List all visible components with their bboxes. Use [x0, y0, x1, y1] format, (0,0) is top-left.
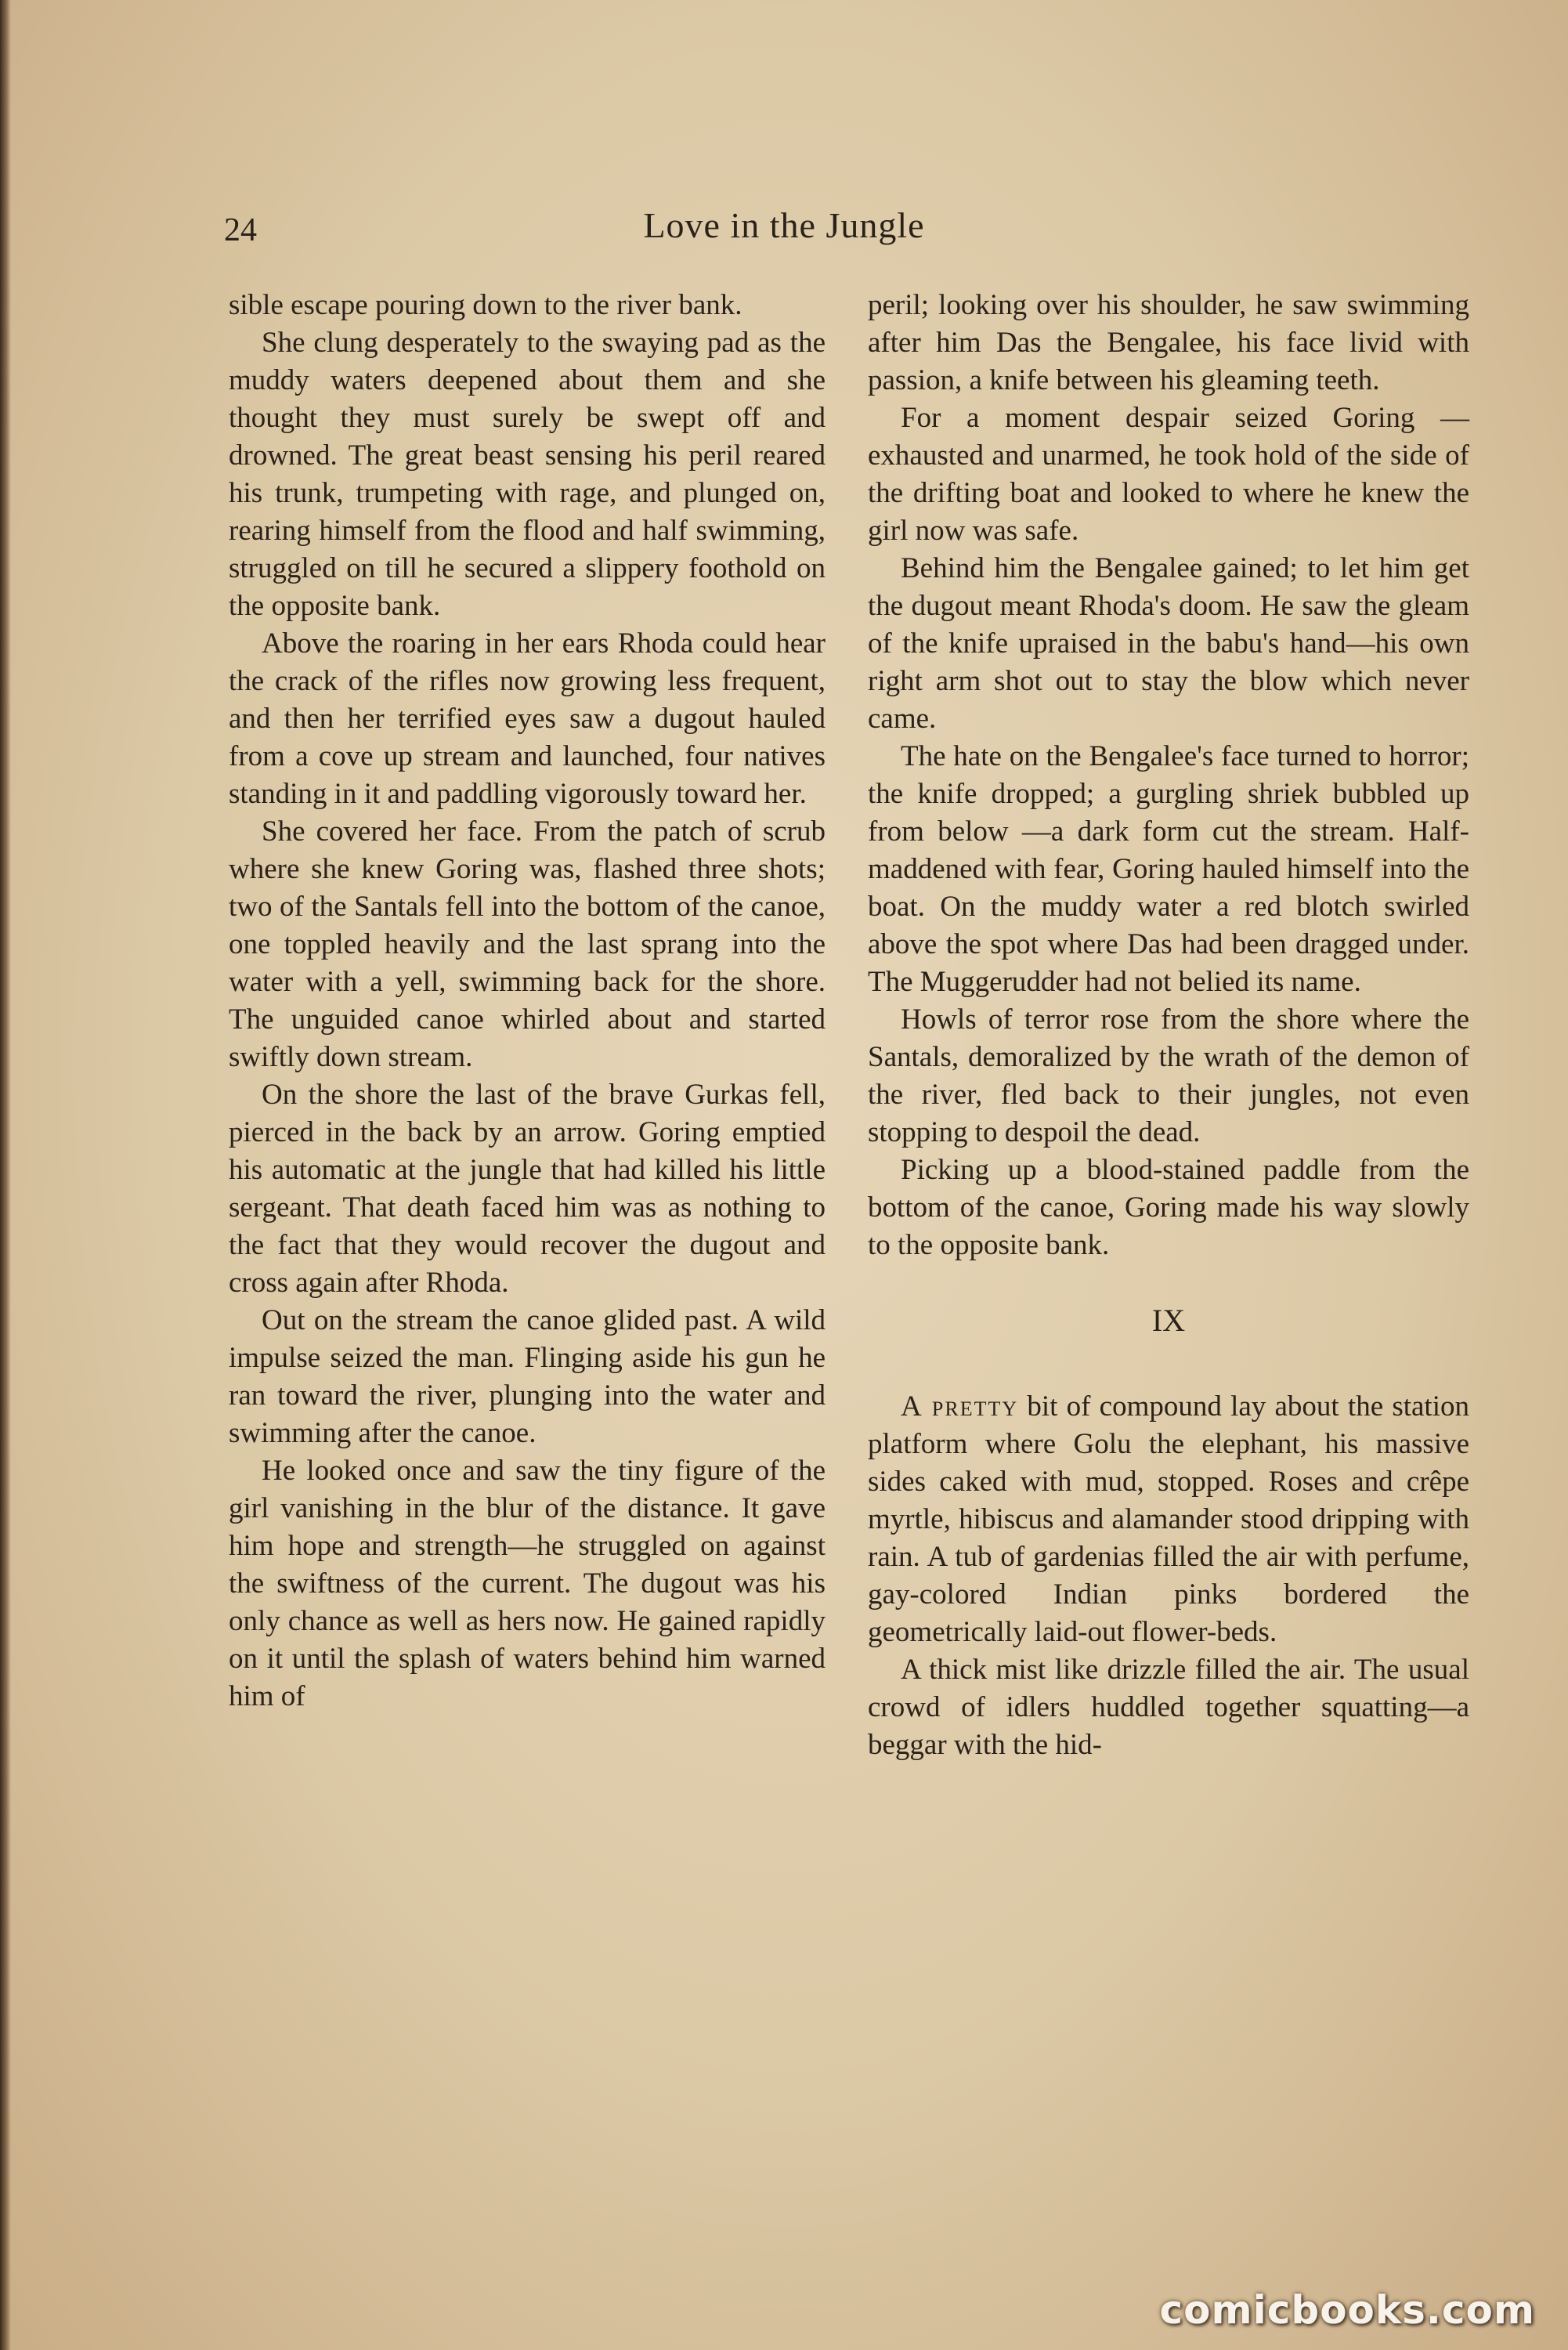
paragraph: Howls of terror rose from the shore where the Santals, demoralized by the wrath of the demon of the river, fled back to their jungles, not even stopping to despoil the dead. — [868, 1003, 1469, 1148]
page-number: 24 — [224, 212, 257, 248]
paragraph: Picking up a blood-stained paddle from the bottom of the canoe, Goring made his way slowly to the opposite bank. — [868, 1154, 1469, 1261]
chapter-heading: IX — [1151, 1303, 1186, 1338]
paragraph: Out on the stream the canoe glided past. A wild impulse seized the man. Flinging aside his gun he ran toward the river, plunging into the water and swimming after the canoe. — [229, 1304, 826, 1449]
paragraph: She clung desperately to the swaying pad as the muddy waters deepened about them and she thought they must surely be swept off and drowned. The great beast sensing his peril reared his trunk, trumpeting with rage, and plunged on, rearing himself from the flood and half swimming, struggled on till he secured a slippery foothold on the opposite bank. — [229, 327, 826, 622]
page-binding-edge — [0, 0, 11, 2350]
paragraph: sible escape pouring down to the river bank. — [229, 289, 742, 321]
paragraph: A thick mist like drizzle filled the air. The usual crowd of idlers huddled together squatting—a beggar with the hid- — [868, 1654, 1469, 1761]
paragraph: The hate on the Bengalee's face turned to horror; the knife dropped; a gurgling shriek bubbled up from below —a dark form cut the stream. Half-maddened with fear, Goring hauled himself into the boat. On the muddy water a red blotch swirled above the spot where Das had been dragged under. The Muggerudder had not belied its name. — [868, 740, 1469, 998]
running-title: Love in the Jungle — [643, 205, 925, 245]
paragraph: She covered her face. From the patch of scrub where she knew Goring was, flashed three shots; two of the Santals fell into the bottom of the canoe, one toppled heavily and the last sprang into the water with a yell, swimming back for the shore. The unguided canoe whirled about and started swiftly down stream. — [229, 815, 826, 1073]
paragraph — [868, 1388, 1469, 1651]
paragraph: On the shore the last of the brave Gurkas fell, pierced in the back by an arrow. Goring emptied his automatic at the jungle that had killed his little sergeant. That death faced him was as nothing to the fact that they would recover the dugout and cross again after Rhoda. — [229, 1079, 826, 1299]
paragraph-text: bit of compound lay about the station platform where Golu the elephant, his massive sides caked with mud, stopped. Roses and crêpe myrtle, hibiscus and alamander stood dripping with rain. A tub of gardenias filled the air with perfume, gay-colored Indian pinks bordered the geometrically laid-out flower-beds. — [868, 1390, 1469, 1648]
paragraph: Behind him the Bengalee gained; to let him get the dugout meant Rhoda's doom. He saw the gleam of the knife upraised in the babu's hand—his own right arm shot out to stay the blow which never came. — [868, 552, 1469, 735]
paragraph: Above the roaring in her ears Rhoda could hear the crack of the rifles now growing less frequent, and then her terrified eyes saw a dugout hauled from a cove up stream and launched, four natives standing in it and paddling vigorously toward her. — [229, 627, 826, 810]
paragraph: For a moment despair seized Goring —exhausted and unarmed, he took hold of the side of the drifting boat and looked to where he knew the girl now was safe. — [868, 402, 1469, 547]
paragraph: He looked once and saw the tiny figure of the girl vanishing in the blur of the distance. It gave him hope and strength—he struggled on against the swiftness of the current. The dugout was his only chance as well as hers now. He gained rapidly on it until the splash of waters behind him warned him of — [229, 1455, 826, 1712]
paragraph: peril; looking over his shoulder, he saw swimming after him Das the Bengalee, his face livid with passion, a knife between his gleaming teeth. — [868, 289, 1469, 396]
watermark-logo: comicbooks.com — [1159, 2287, 1535, 2333]
left-column — [229, 287, 826, 1716]
paragraph-lead: A pretty — [901, 1390, 1019, 1423]
right-column — [868, 287, 1469, 1764]
